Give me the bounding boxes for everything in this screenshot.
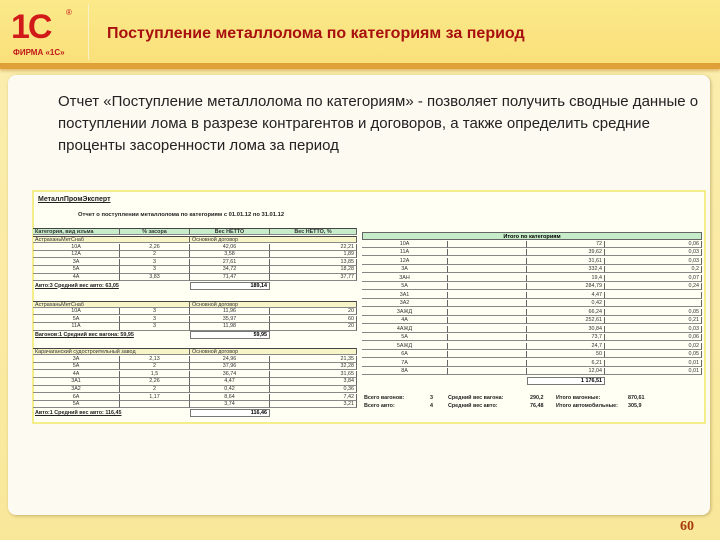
cell: 4А — [33, 274, 120, 281]
cell: 3А1 — [362, 292, 448, 299]
cell — [448, 368, 527, 375]
cell: Вес НЕТТО — [190, 228, 270, 235]
cell — [605, 300, 702, 307]
cell: 0,07 — [605, 275, 702, 282]
summary-stat: 290,2 — [530, 395, 544, 401]
cell — [448, 249, 527, 256]
cell: 11,98 — [190, 323, 270, 330]
cell: 11А — [33, 323, 120, 330]
cell — [120, 401, 190, 408]
cell: 332,4 — [527, 266, 605, 273]
cell — [448, 283, 527, 290]
cell: 3А — [362, 266, 448, 273]
cell: 24,96 — [190, 356, 270, 363]
cell: 3,21 — [270, 401, 357, 408]
cell: Основной договор — [190, 348, 357, 355]
cell: 0,2 — [605, 266, 702, 273]
summary-row — [362, 368, 702, 375]
table-row — [33, 308, 357, 315]
summary-row — [362, 275, 702, 282]
cell: 3А — [33, 356, 120, 363]
cell: 24,7 — [527, 343, 605, 350]
summary-row — [362, 343, 702, 350]
cell: 32,28 — [270, 363, 357, 370]
cell: Вес НЕТТО, % — [270, 228, 357, 235]
summary-row — [362, 249, 702, 256]
cell — [448, 309, 527, 316]
report-title: Отчет о поступлении металлолома по категориям с 01.01.12 по 31.01.12 — [78, 212, 285, 218]
cell: 252,61 — [527, 317, 605, 324]
cell: 36,74 — [190, 371, 270, 378]
cell: 5А — [33, 401, 120, 408]
cell: 3,58 — [190, 251, 270, 258]
table-header-row — [33, 228, 357, 235]
cell: 3 — [120, 323, 190, 330]
cell: 4АЖД — [362, 326, 448, 333]
cell: 18,28 — [270, 266, 357, 273]
summary-total: 1 176,51 — [527, 377, 605, 385]
summary-row — [362, 317, 702, 324]
cell: 0,05 — [605, 309, 702, 316]
cell: 12А — [362, 258, 448, 265]
group-row — [33, 348, 357, 355]
cell: 0,05 — [605, 351, 702, 358]
cell: 0,03 — [605, 326, 702, 333]
cell: Основной договор — [190, 301, 357, 308]
cell: 5А — [33, 266, 120, 273]
cell: 0,01 — [605, 368, 702, 375]
summary-row — [362, 266, 702, 273]
header-divider — [88, 4, 89, 60]
cell: 31,61 — [527, 258, 605, 265]
summary-stat: Итого автомобильные: — [556, 403, 618, 409]
summary-header: Итого по категориям — [362, 232, 702, 240]
cell — [448, 300, 527, 307]
cell: 8,64 — [190, 394, 270, 401]
cell: 0,36 — [270, 386, 357, 393]
summary-row — [362, 360, 702, 367]
cell: 1,89 — [270, 251, 357, 258]
cell: 0,06 — [605, 334, 702, 341]
summary-row — [362, 351, 702, 358]
table-row — [33, 266, 357, 273]
cell: 42,06 — [190, 244, 270, 251]
cell: 5А — [362, 283, 448, 290]
cell — [448, 351, 527, 358]
cell: 0,06 — [605, 241, 702, 248]
cell: 3 — [120, 308, 190, 315]
cell: 284,79 — [527, 283, 605, 290]
cell: 66,24 — [527, 309, 605, 316]
cell: Категория, вид изъма — [33, 228, 120, 235]
group-total: 116,46 — [190, 409, 270, 417]
cell: 13,85 — [270, 259, 357, 266]
summary-stat: 305,9 — [628, 403, 642, 409]
1c-logo — [8, 8, 86, 58]
group-row — [33, 236, 357, 243]
cell — [448, 241, 527, 248]
summary-stat: 4 — [430, 403, 433, 409]
cell — [448, 326, 527, 333]
report-company: МеталлПромЭксперт — [38, 196, 111, 203]
cell: 20 — [270, 323, 357, 330]
cell: 73,7 — [527, 334, 605, 341]
cell: 5А — [33, 316, 120, 323]
cell: 0,42 — [190, 386, 270, 393]
summary-stat: Средний вес вагона: — [448, 395, 504, 401]
cell: 5А — [33, 363, 120, 370]
cell: 10А — [33, 244, 120, 251]
cell: 2,26 — [120, 244, 190, 251]
cell: 4А — [362, 317, 448, 324]
cell: 4,47 — [527, 292, 605, 299]
cell: 21,35 — [270, 356, 357, 363]
cell: 7А — [362, 360, 448, 367]
cell: 10А — [362, 241, 448, 248]
cell: 6А — [362, 351, 448, 358]
cell: 35,97 — [190, 316, 270, 323]
cell — [448, 360, 527, 367]
cell: 3А2 — [362, 300, 448, 307]
cell: 0,02 — [605, 343, 702, 350]
cell: 37,77 — [270, 274, 357, 281]
cell: Карачаганский судостроительный завод — [33, 348, 190, 355]
cell: 0,03 — [605, 249, 702, 256]
cell: 0,01 — [605, 360, 702, 367]
cell: 6,21 — [527, 360, 605, 367]
table-row — [33, 371, 357, 378]
summary-stat: 3 — [430, 395, 433, 401]
summary-row — [362, 283, 702, 290]
cell — [448, 292, 527, 299]
cell: 1,5 — [120, 371, 190, 378]
cell: 3АЖД — [362, 309, 448, 316]
cell: 3,83 — [120, 274, 190, 281]
slide-description: Отчет «Поступление металлолома по категориям» - позволяет получить сводные данные о поступлении лома в разрезе контрагентов и договоров, а также определить средние проценты засоренности лома за период — [58, 93, 699, 154]
logo-caption: ФИРМА «1С» — [13, 48, 65, 57]
cell: 3,84 — [270, 378, 357, 385]
cell: 50 — [527, 351, 605, 358]
cell: 5А — [362, 334, 448, 341]
cell: 72 — [527, 241, 605, 248]
table-row — [33, 323, 357, 330]
summary-stat: Всего авто: — [364, 403, 395, 409]
cell: 60 — [270, 316, 357, 323]
cell: 10А — [33, 308, 120, 315]
cell — [448, 275, 527, 282]
slide-title: Поступление металлолома по категориям за период — [107, 25, 525, 42]
cell: 0,42 — [527, 300, 605, 307]
cell: 3 — [120, 259, 190, 266]
cell: 22,21 — [270, 244, 357, 251]
table-row — [33, 356, 357, 363]
cell: 11,96 — [190, 308, 270, 315]
cell: 20 — [270, 308, 357, 315]
group-row — [33, 301, 357, 308]
cell: 0,03 — [605, 258, 702, 265]
cell: 2 — [120, 363, 190, 370]
summary-stat: Всего вагонов: — [364, 395, 405, 401]
table-row — [33, 386, 357, 393]
cell: 3 — [120, 266, 190, 273]
group-total: 59,95 — [190, 331, 270, 339]
cell: 34,72 — [190, 266, 270, 273]
summary-row — [362, 258, 702, 265]
cell: 3А2 — [33, 386, 120, 393]
table-row — [33, 378, 357, 385]
cell: % засора — [120, 228, 190, 235]
cell — [448, 266, 527, 273]
cell: 71,47 — [190, 274, 270, 281]
summary-row — [362, 334, 702, 341]
cell: 37,96 — [190, 363, 270, 370]
summary-row — [362, 309, 702, 316]
summary-row — [362, 300, 702, 307]
cell: АстраханьМетСнаб — [33, 236, 190, 243]
cell: 4,47 — [190, 378, 270, 385]
cell: 19,4 — [527, 275, 605, 282]
logo-mark: 1С — [11, 8, 51, 46]
group-footer: Авто:3 Средний вес авто: 63,05 — [35, 282, 119, 289]
cell: 4А — [33, 371, 120, 378]
table-row — [33, 259, 357, 266]
cell: 2 — [120, 251, 190, 258]
table-row — [33, 251, 357, 258]
cell: 27,61 — [190, 259, 270, 266]
summary-stat: Средний вес авто: — [448, 403, 498, 409]
cell: Основной договор — [190, 236, 357, 243]
summary-row — [362, 241, 702, 248]
cell — [605, 292, 702, 299]
cell: 2,13 — [120, 356, 190, 363]
cell: 3 — [120, 316, 190, 323]
summary-row — [362, 292, 702, 299]
cell — [448, 343, 527, 350]
cell: 3АН — [362, 275, 448, 282]
cell — [448, 317, 527, 324]
cell: 0,24 — [605, 283, 702, 290]
cell: 3А — [33, 259, 120, 266]
cell: 39,62 — [527, 249, 605, 256]
cell: 5АЖД — [362, 343, 448, 350]
cell: 31,65 — [270, 371, 357, 378]
cell: 8А — [362, 368, 448, 375]
cell: 30,84 — [527, 326, 605, 333]
table-row — [33, 394, 357, 401]
slide-header — [0, 0, 720, 69]
group-footer: Вагонов:1 Средний вес вагона: 59,95 — [35, 332, 134, 338]
table-row — [33, 274, 357, 281]
summary-stat: 870,61 — [628, 395, 645, 401]
table-row — [33, 363, 357, 370]
summary-stat: Итого вагонные: — [556, 395, 601, 401]
cell: 11А — [362, 249, 448, 256]
registered-icon: ® — [66, 8, 72, 17]
cell: 0,21 — [605, 317, 702, 324]
cell — [448, 334, 527, 341]
cell: 3,74 — [190, 401, 270, 408]
cell: АстраханьМетСнаб — [33, 301, 190, 308]
summary-stat: 76,48 — [530, 403, 544, 409]
table-row — [33, 401, 357, 408]
cell: 7,42 — [270, 394, 357, 401]
cell — [448, 258, 527, 265]
table-row — [33, 316, 357, 323]
cell: 12А — [33, 251, 120, 258]
cell: 1,17 — [120, 394, 190, 401]
page-number: 60 — [680, 519, 694, 534]
cell: 3А1 — [33, 378, 120, 385]
table-row — [33, 244, 357, 251]
cell: 12,04 — [527, 368, 605, 375]
cell: 6А — [33, 394, 120, 401]
group-total: 189,14 — [190, 282, 270, 290]
summary-row — [362, 326, 702, 333]
group-footer: Авто:1 Средний вес авто: 116,45 — [35, 409, 122, 416]
cell: 2,26 — [120, 378, 190, 385]
cell: 2 — [120, 386, 190, 393]
